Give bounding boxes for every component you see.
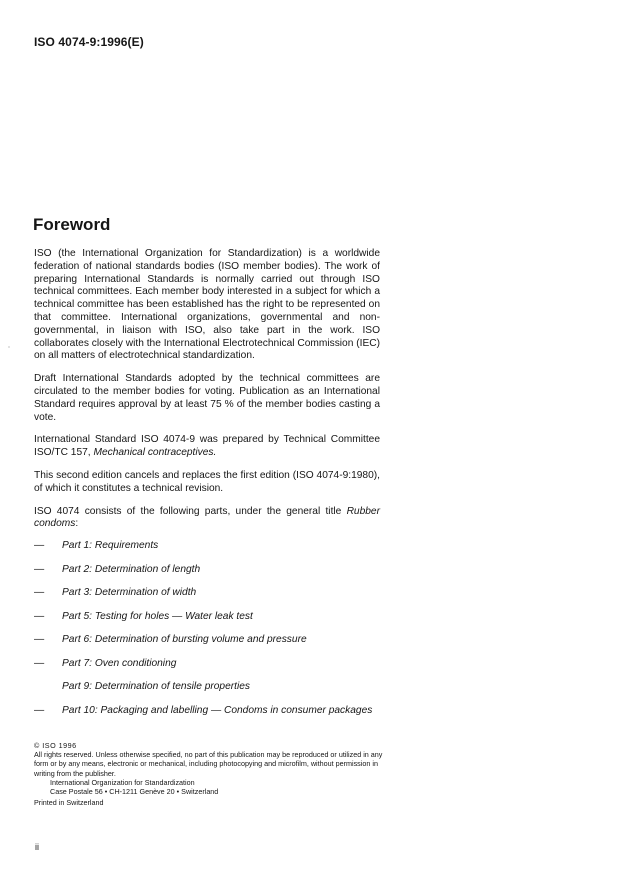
part-label: Part 3: Determination of width (62, 587, 197, 599)
part-label: Part 1: Requirements (62, 540, 159, 552)
scan-artifact (8, 346, 10, 348)
copyright-footer (34, 741, 394, 807)
list-dash: — (34, 540, 45, 552)
parts-intro-text: ISO 4074 consists of the following parts, under the general title (34, 505, 347, 517)
organization-address: Case Postale 56 • CH-1211 Genève 20 • Switzerland (50, 787, 219, 797)
list-item (34, 587, 380, 611)
document-header-id: ISO 4074-9:1996(E) (34, 35, 144, 49)
part-label: Part 2: Determination of length (62, 563, 201, 575)
paragraph-iso-intro: ISO (the International Organization for Standardization) is a worldwide federation of national standards bodies (ISO member bodies). The work of preparing International Standards is normally carried out through ISO technical committees. Each member body interested in a subject for which a technical committee has been established has the right to be represented on that committee. International organizations, governmental and non-governmental, in liaison with ISO, also take part in the work. ISO collaborates closely with the International Electrotechnical Commission (IEC) on all matters of electrotechnical standardization. (34, 248, 380, 362)
parts-list (34, 540, 380, 728)
foreword-body (34, 248, 380, 728)
paragraph-parts-intro (34, 506, 380, 532)
list-item (34, 705, 380, 729)
organization-name: International Organization for Standardization (50, 777, 195, 787)
list-dash: — (34, 704, 45, 716)
paragraph-draft-standards: Draft International Standards adopted by the technical committees are circulated to the member bodies for voting. Publication as an International Standard requires approval by at least 75 % of the member bodies casting a vote. (34, 373, 380, 423)
part-label: Part 5: Testing for holes — Water leak test (62, 610, 253, 622)
part-label: Part 7: Oven conditioning (62, 657, 177, 669)
list-item (34, 634, 380, 658)
list-item (34, 681, 380, 705)
list-item (34, 658, 380, 682)
list-dash: — (34, 587, 45, 599)
page-number: ii (35, 842, 39, 852)
list-dash: — (34, 563, 45, 575)
list-dash: — (34, 610, 45, 622)
paragraph-prepared-by (34, 434, 380, 460)
list-dash: — (34, 657, 45, 669)
copyright-line: © ISO 1996 (34, 741, 77, 750)
list-item (34, 611, 380, 635)
part-label: Part 10: Packaging and labelling — Condoms in consumer packages (62, 704, 373, 716)
list-item (34, 564, 380, 588)
committee-name: Mechanical contraceptives. (93, 447, 217, 459)
part-label: Part 9: Determination of tensile properties (62, 681, 250, 693)
list-dash: — (34, 634, 45, 646)
paragraph-edition-note: This second edition cancels and replaces the first edition (ISO 4074-9:1980), of which it constitutes a technical revision. (34, 469, 380, 494)
part-label: Part 6: Determination of bursting volume and pressure (62, 634, 307, 646)
parts-intro-suffix: : (75, 518, 79, 530)
prepared-text: International Standard ISO 4074-9 was prepared by Technical Committee ISO/TC 157, (34, 434, 380, 459)
page-title: Foreword (33, 215, 111, 234)
general-title: Rubber condoms (34, 505, 380, 530)
printed-in: Printed in Switzerland (34, 798, 104, 808)
list-item (34, 540, 380, 564)
rights-statement: All rights reserved. Unless otherwise specified, no part of this publication may be reproduced or utilized in any form or by any means, electronic or mechanical, including photocopying and microfilm, without permission in writing from the publisher. (34, 750, 383, 778)
